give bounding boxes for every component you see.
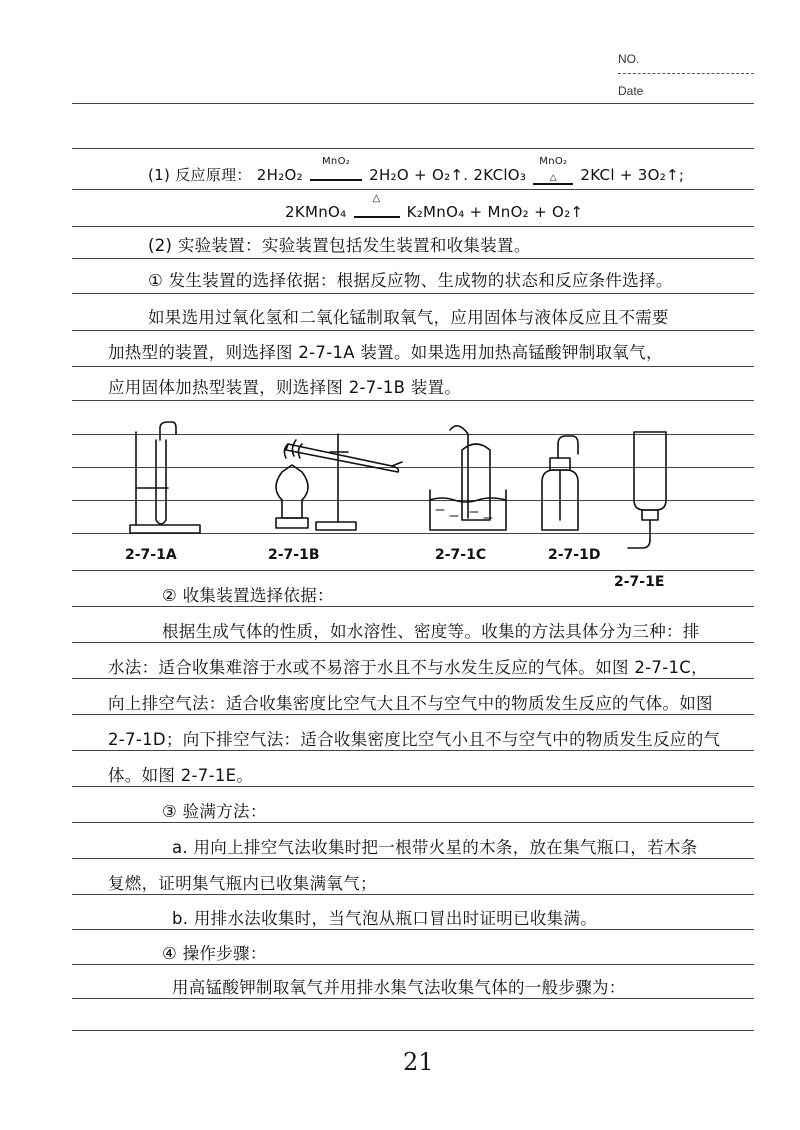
no-line — [618, 73, 754, 74]
ruled-line — [72, 189, 754, 190]
text-line: ④ 操作步骤： — [162, 944, 267, 963]
equation-3-products: K₂MnO₄ + MnO₂ + O₂↑ — [406, 203, 584, 221]
page-number: 21 — [403, 1048, 434, 1076]
apparatus-a — [130, 422, 200, 533]
text-line: ③ 验满方法： — [162, 802, 267, 821]
ruled-line — [72, 750, 754, 751]
ruled-line — [72, 714, 754, 715]
equation-3-condition: △ — [372, 193, 381, 204]
figure-label-e: 2-7-1E — [614, 574, 665, 590]
figure-label-b: 2-7-1B — [268, 547, 320, 563]
equation-2-catalyst: MnO₂ — [539, 156, 568, 167]
ruled-line — [72, 570, 754, 571]
apparatus-e — [628, 432, 666, 548]
text-line: ① 发生装置的选择依据：根据反应物、生成物的状态和反应条件选择。 — [148, 271, 673, 290]
ruled-line — [72, 226, 754, 227]
ruled-line — [72, 293, 754, 294]
apparatus-c — [430, 426, 506, 530]
text-line: 复燃，证明集气瓶内已收集满氧气； — [108, 874, 377, 893]
text-line: 向上排空气法：适合收集密度比空气大且不与空气中的物质发生反应的气体。如图 — [108, 694, 713, 713]
equation-2-catalyst-arrow — [533, 156, 573, 185]
permanganate-equation — [285, 193, 584, 222]
text-line: 应用固体加热型装置，则选择图 2-7-1B 装置。 — [108, 378, 462, 397]
text-line: 用高锰酸钾制取氧气并用排水集气法收集气体的一般步骤为： — [172, 978, 626, 997]
text-line: 根据生成气体的性质，如水溶性、密度等。收集的方法具体分为三种：排 — [162, 622, 700, 641]
ruled-line — [72, 858, 754, 859]
ruled-line — [72, 148, 754, 149]
reaction-principle-line — [148, 156, 685, 185]
ruled-line — [72, 929, 754, 930]
equation-1-products: 2H₂O + O₂↑. — [369, 166, 469, 184]
ruled-line — [72, 400, 754, 401]
text-line: 体。如图 2-7-1E。 — [108, 766, 254, 785]
figure-label-d: 2-7-1D — [548, 547, 601, 563]
ruled-line — [72, 786, 754, 787]
equation-3-reactant: 2KMnO₄ — [285, 203, 347, 221]
ruled-line — [72, 366, 754, 367]
text-line: (2) 实验装置：实验装置包括发生装置和收集装置。 — [148, 236, 531, 255]
apparatus-b — [276, 434, 402, 530]
text-line: 加热型的装置，则选择图 2-7-1A 装置。如果选用加热高锰酸钾制取氧气， — [108, 343, 663, 362]
no-label: NO. — [618, 52, 640, 66]
equation-2-products: 2KCl + 3O₂↑; — [580, 166, 685, 184]
apparatus-illustration — [110, 410, 750, 560]
figure-label-c: 2-7-1C — [435, 547, 487, 563]
ruled-line — [72, 642, 754, 643]
ruled-line — [72, 822, 754, 823]
equation-1-catalyst: MnO₂ — [322, 156, 351, 167]
ruled-line — [72, 103, 754, 104]
apparatus-d — [542, 436, 578, 530]
equation-1-catalyst-arrow — [310, 156, 362, 185]
figure-label-a: 2-7-1A — [125, 547, 177, 563]
equation-3-arrow — [354, 193, 400, 222]
ruled-line — [72, 894, 754, 895]
ruled-line — [72, 606, 754, 607]
reaction-principle-label: (1) 反应原理： — [148, 166, 252, 184]
text-line: 水法：适合收集难溶于水或不易溶于水且不与水发生反应的气体。如图 2-7-1C， — [108, 658, 708, 677]
ruled-line — [72, 998, 754, 999]
equation-2-condition: △ — [533, 173, 573, 185]
ruled-line — [72, 678, 754, 679]
text-line: ② 收集装置选择依据： — [162, 586, 334, 605]
ruled-line — [72, 964, 754, 965]
date-label: Date — [618, 84, 644, 98]
text-line: 2-7-1D；向下排空气法：适合收集密度比空气小且不与空气中的物质发生反应的气 — [108, 730, 721, 749]
text-line: a. 用向上排空气法收集时把一根带火星的木条，放在集气瓶口，若木条 — [172, 838, 698, 857]
equation-2-reactant: 2KClO₃ — [473, 166, 527, 184]
text-line: 如果选用过氧化氢和二氧化锰制取氧气，应用固体与液体反应且不需要 — [148, 308, 669, 327]
text-line: b. 用排水法收集时，当气泡从瓶口冒出时证明已收集满。 — [172, 909, 598, 928]
ruled-line — [72, 1030, 754, 1031]
ruled-line — [72, 258, 754, 259]
equation-1-reactant: 2H₂O₂ — [256, 166, 303, 184]
ruled-line — [72, 330, 754, 331]
